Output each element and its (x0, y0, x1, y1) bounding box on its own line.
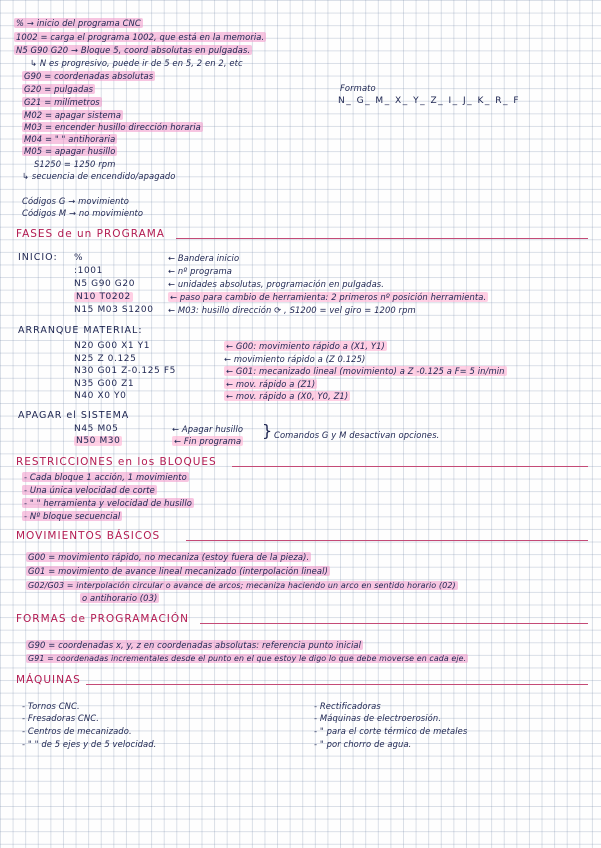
apagar-desc: ← Fin programa (174, 436, 242, 446)
apagar-desc: ← Apagar husillo (172, 424, 244, 434)
arranque-code: N40 X0 Y0 (74, 391, 127, 401)
fase-desc: ← Bandera inicio (168, 253, 240, 263)
restriccion-line: - Cada bloque 1 acción, 1 movimiento (24, 472, 187, 482)
restriccion-line: - Nº bloque secuencial (24, 511, 121, 521)
maquina-item: - Rectificadoras (314, 701, 381, 711)
maquina-item: - Centros de mecanizado. (22, 726, 132, 736)
section-rule (86, 684, 588, 685)
forma-line: G91 = coordenadas incrementales desde el punto en el que estoy le digo lo que debe moverse en cada eje. (28, 654, 467, 663)
section-title-fases: FASES de un PROGRAMA (16, 228, 165, 240)
intro-line: M02 = apagar sistema (24, 110, 122, 120)
apagar-note: Comandos G y M desactivan opciones. (274, 430, 440, 440)
apagar-code: N45 M05 (74, 424, 119, 434)
arranque-desc: ← mov. rápido a (X0, Y0, Z1) (226, 391, 349, 401)
arranque-code: N25 Z 0.125 (74, 354, 137, 364)
intro-line: G90 = coordenadas absolutas (24, 71, 154, 81)
inicio-label: INICIO: (18, 252, 58, 263)
intro-line: M05 = apagar husillo (24, 146, 116, 156)
arranque-desc: ← mov. rápido a (Z1) (226, 379, 316, 389)
section-rule (186, 540, 588, 541)
fase-desc: ← unidades absolutas, programación en pulgadas. (168, 279, 385, 289)
maquina-item: - " " de 5 ejes y de 5 velocidad. (22, 739, 157, 749)
codes-line: Códigos M → no movimiento (22, 208, 144, 218)
movimiento-line: G01 = movimiento de avance lineal mecanizado (interpolación lineal) (28, 566, 328, 576)
intro-line: 1002 = carga el programa 1002, que está en la memoria. (16, 32, 265, 42)
brace-glyph: } (262, 421, 273, 440)
movimiento-line: G02/G03 = interpolación circular o avance de arcos; mecaniza haciendo un arco en sentido horario (02) (28, 581, 456, 590)
restriccion-line: - " " herramienta y velocidad de husillo (24, 498, 192, 508)
intro-line: M04 = " " antihoraria (24, 134, 116, 144)
section-title-formas: FORMAS de PROGRAMACIÓN (16, 613, 189, 625)
movimiento-line: G00 = movimiento rápido, no mecaniza (estoy fuera de la pieza). (28, 552, 310, 562)
fase-desc: ← paso para cambio de herramienta: 2 primeros nº posición herramienta. (170, 292, 487, 302)
maquina-item: - " por chorro de agua. (314, 739, 412, 749)
fase-code: N10 T0202 (76, 292, 131, 302)
arranque-desc: ← G01: mecanizado lineal (movimiento) a Z -0.125 a F= 5 in/min (226, 366, 505, 376)
intro-line: S1250 = 1250 rpm (34, 159, 116, 169)
section-title-movimientos: MOVIMIENTOS BÁSICOS (16, 530, 161, 542)
maquina-item: - Fresadoras CNC. (22, 713, 99, 723)
fase-code: N5 G90 G20 (74, 279, 136, 289)
formato-line: N_ G_ M_ X_ Y_ Z_ I_ J_ K_ R_ F (338, 96, 521, 106)
fase-desc: ← nº programa (168, 266, 232, 276)
forma-line: G90 = coordenadas x, y, z en coordenadas absolutas: referencia punto inicial (28, 640, 362, 650)
section-rule (200, 623, 588, 624)
arranque-desc: ← movimiento rápido a (Z 0.125) (224, 354, 366, 364)
intro-line: ↳ secuencia de encendido/apagado (22, 171, 176, 181)
intro-line: M03 = encender husillo dirección horaria (24, 122, 201, 132)
maquina-item: - Máquinas de electroerosión. (314, 713, 442, 723)
intro-line: G20 = pulgadas (24, 84, 94, 94)
fase-code: :1001 (74, 266, 103, 276)
fase-desc: ← M03: husillo dirección ⟳ , S1200 = vel giro = 1200 rpm (168, 305, 416, 315)
section-title-maquinas: MÁQUINAS (16, 674, 81, 686)
section-title-restricciones: RESTRICCIONES en los BLOQUES (16, 456, 217, 468)
arranque-code: N20 G00 X1 Y1 (74, 341, 151, 351)
intro-line: % → inicio del programa CNC (16, 18, 141, 28)
restriccion-line: - Una única velocidad de corte (24, 485, 155, 495)
fase-code: N15 M03 S1200 (74, 305, 154, 315)
movimiento-line: o antihorario (03) (82, 593, 158, 603)
arranque-code: N30 G01 Z-0.125 F5 (74, 366, 176, 376)
section-rule (232, 466, 588, 467)
arranque-code: N35 G00 Z1 (74, 379, 135, 389)
intro-line: N5 G90 G20 → Bloque 5, coord absolutas en pulgadas. (16, 45, 251, 55)
section-rule (176, 238, 588, 239)
apagar-label: APAGAR el SISTEMA (18, 410, 130, 421)
arranque-label: ARRANQUE MATERIAL: (18, 325, 143, 336)
apagar-code: N50 M30 (76, 436, 121, 446)
codes-line: Códigos G → movimiento (22, 196, 130, 206)
maquina-item: - " para el corte térmico de metales (314, 726, 468, 736)
formato-title: Formato (340, 83, 376, 93)
arranque-desc: ← G00: movimiento rápido a (X1, Y1) (226, 341, 385, 351)
intro-line: ↳ N es progresivo, puede ir de 5 en 5, 2 en 2, etc (30, 58, 243, 68)
fase-code: % (74, 253, 84, 263)
maquina-item: - Tornos CNC. (22, 701, 80, 711)
intro-line: G21 = milímetros (24, 97, 100, 107)
